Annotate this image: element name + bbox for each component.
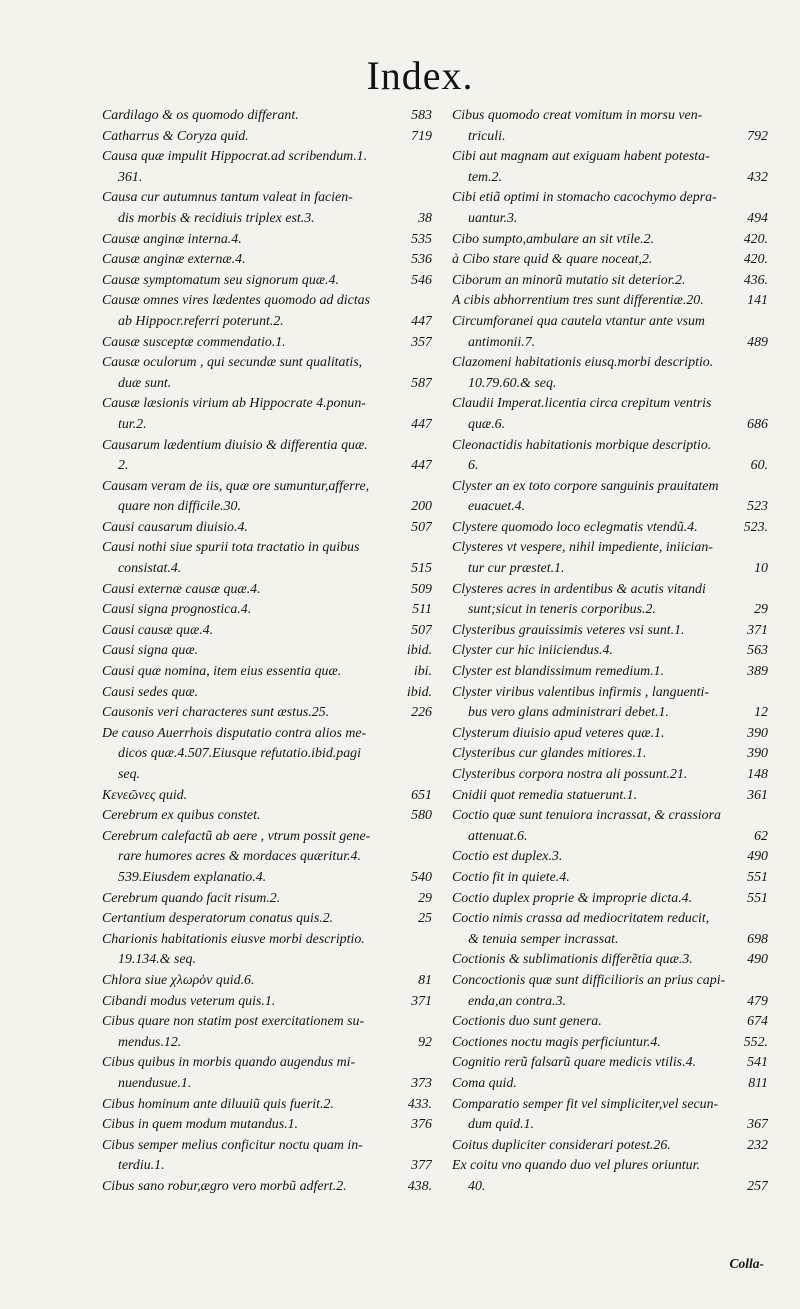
index-entry [452,415,768,436]
page-reference: 509 [411,581,432,597]
entry-text: rare humores acres & mordaces quæritur.4. [118,849,361,865]
index-entry [102,1012,432,1033]
entry-text: 2. [118,458,129,474]
index-entry [102,1053,432,1074]
entry-text: Clysteribus corpora nostra ali possunt.21. [452,767,688,782]
entry-text: 361. [118,169,143,185]
entry-text: Cerebrum quando facit risum.2. [102,890,281,906]
index-entry [452,930,768,951]
entry-text: Charionis habitationis eiusve morbi descriptio. [102,931,365,947]
entry-text: Comparatio semper fit vel simpliciter,vel secun- [452,1096,719,1112]
page-reference: 507 [411,622,432,638]
entry-text: Κενεῶνες quid. [102,787,188,803]
index-entry [452,1156,768,1177]
entry-text: Clystere quomodo loco eclegmatis vtendũ.4. [452,519,698,535]
page-reference: 686 [747,416,768,432]
entry-text: Cibus quomodo creat vomitum in morsu ven- [452,108,703,123]
entry-text: & tenuia semper incrassat. [468,931,619,947]
entry-text: 539.Eiusdem explanatio.4. [118,869,267,885]
index-entry [452,971,768,992]
entry-text: Coctio nimis crassa ad mediocritatem reducit, [452,911,710,927]
entry-text: triculi. [468,128,506,144]
index-entry [452,538,768,559]
entry-text: Clysteribus cur glandes mitiores.1. [452,746,647,762]
entry-text: Coctio fit in quiete.4. [452,869,570,885]
entry-text: Clyster an ex toto corpore sanguinis prauitatem [452,478,719,494]
index-entry [452,291,768,312]
index-entry [102,641,432,662]
entry-text: Causi quæ nomina, item eius essentia quæ. [102,664,342,680]
page-reference: 479 [747,993,768,1009]
index-entry [452,127,768,148]
entry-text: Concoctionis quæ sunt difficilioris an prius capi- [452,972,726,988]
entry-text: Cibo sumpto,ambulare an sit vtile.2. [452,231,655,247]
index-entry [452,641,768,662]
index-entry [452,950,768,971]
entry-text: euacuet.4. [468,499,526,515]
index-entry [102,683,432,704]
page-reference: 490 [747,849,768,865]
entry-text: Causi causarum diuisio.4. [102,519,248,535]
entry-text: Causæ omnes vires lædentes quomodo ad dictas [102,293,371,309]
index-entry [102,703,432,724]
index-entry [102,271,432,292]
page-reference: 29 [418,890,432,906]
page-reference: 10 [754,561,768,577]
entry-text: Circumforanei qua cautela vtantur ante vsum [452,313,705,329]
entry-text: Clysteres acres in ardentibus & acutis vitandi [452,581,706,597]
index-entry [452,580,768,601]
index-entry [102,374,432,395]
entry-text: Cibus in quem modum mutandus.1. [102,1117,299,1133]
index-entry [452,312,768,333]
page-reference: 257 [747,1178,768,1194]
entry-text: Coctionis duo sunt genera. [452,1014,602,1030]
index-entry [102,518,432,539]
entry-text: A cibis abhorrentium tres sunt differentiæ.20. [452,293,704,309]
page-reference: 507 [411,519,432,535]
index-entry [452,724,768,745]
index-entry [452,662,768,683]
index-entry [452,868,768,889]
index-entry [452,703,768,724]
page-reference: 698 [747,931,768,947]
entry-text: Catharrus & Coryza quid. [102,128,249,144]
page-reference: 490 [747,952,768,968]
index-entry [102,188,432,209]
index-entry [452,436,768,457]
page-reference: 29 [754,602,768,618]
index-entry [102,868,432,889]
index-entry [102,1033,432,1054]
page-reference: 447 [411,458,432,474]
index-entry [102,806,432,827]
entry-text: Causi nothi siue spurii tota tractatio in quibus [102,540,360,556]
entry-text: Cibandi modus veterum quis.1. [102,993,276,1009]
index-entry [452,683,768,704]
page-reference: 489 [747,334,768,350]
entry-text: Causæ oculorum , qui secundæ sunt qualitatis, [102,355,363,371]
index-entry [102,889,432,910]
entry-text: Causonis veri characteres sunt æstus.25. [102,705,330,721]
entry-text: dicos quæ.4.507.Eiusque refutatio.ibid.pagi [118,746,361,762]
index-entry [102,497,432,518]
entry-text: Coctionis & sublimationis differẽtia quæ.3. [452,952,693,968]
index-entry [452,1136,768,1157]
index-entry [102,621,432,642]
index-entry [452,353,768,374]
page-reference: 371 [747,622,768,638]
page-reference: 792 [747,128,768,144]
index-entry [452,230,768,251]
entry-text: Causa cur autumnus tantum valeat in facien- [102,190,353,206]
index-entry [102,1074,432,1095]
index-entry [102,353,432,374]
index-entry [102,250,432,271]
index-entry [452,250,768,271]
index-entry [102,456,432,477]
index-entry [102,827,432,848]
index-entry [102,1136,432,1157]
entry-text: Cibus hominum ante diluuiũ quis fuerit.2. [102,1096,334,1112]
entry-text: Cibi aut magnam aut exiguam habent potesta- [452,149,710,165]
index-entry [452,559,768,580]
entry-text: Cardilago & os quomodo differant. [102,108,299,123]
entry-text: duæ sunt. [118,375,172,391]
index-entry [452,744,768,765]
index-entry [452,333,768,354]
page-reference: 361 [747,787,768,803]
page-reference: 546 [411,272,432,288]
index-entry [452,765,768,786]
page-reference: 515 [411,561,432,577]
page-reference: 376 [411,1117,432,1133]
entry-text: seq. [118,767,140,782]
index-entry [452,1074,768,1095]
entry-text: dum quid.1. [468,1117,534,1133]
page-reference: 536 [411,252,432,268]
entry-text: enda,an contra.3. [468,993,566,1009]
index-entry [452,271,768,292]
page-reference: 148 [747,767,768,782]
index-entry [452,497,768,518]
index-entry [102,209,432,230]
entry-text: bus vero glans administrari debet.1. [468,705,669,721]
entry-text: Clyster est blandissimum remedium.1. [452,664,665,680]
entry-text: Cleonactidis habitationis morbique descriptio. [452,437,712,453]
right-column [452,106,768,1197]
index-entry [452,992,768,1013]
index-entry [102,291,432,312]
page-reference: 389 [747,664,768,680]
entry-text: uantur.3. [468,210,518,226]
entry-text: Cibi etiã optimi in stomacho cacochymo depra- [452,190,717,206]
index-entry [102,1156,432,1177]
entry-text: Cibus sano robur,ægro vero morbũ adfert.2. [102,1178,347,1194]
page-reference: 373 [411,1075,432,1091]
page-reference: 811 [748,1075,768,1091]
index-entry [452,147,768,168]
index-entry [452,106,768,127]
index-entry [452,1115,768,1136]
entry-text: quare non difficile.30. [118,499,241,515]
page-reference: 38 [418,210,432,226]
entry-text: à Cibo stare quid & quare noceat,2. [452,252,653,268]
entry-text: Clysterum diuisio apud veteres quæ.1. [452,725,665,741]
index-entry [452,806,768,827]
entry-text: Cnidii quot remedia statuerunt.1. [452,787,638,803]
entry-text: consistat.4. [118,561,182,577]
entry-text: Causi externæ causæ quæ.4. [102,581,261,597]
entry-text: Coctio quæ sunt tenuiora incrassat, & crassiora [452,808,721,824]
index-entry [452,621,768,642]
page-reference: 552. [743,1034,768,1050]
index-entry [102,1115,432,1136]
left-column [102,106,432,1197]
entry-text: dis morbis & recidiuis triplex est.3. [118,210,315,226]
page-reference: 674 [747,1014,768,1030]
index-entry [452,1012,768,1033]
index-entry [102,559,432,580]
index-entry [102,724,432,745]
page-reference: 81 [418,972,432,988]
entry-text: Cibus quibus in morbis quando augendus mi- [102,1055,356,1071]
page-reference: 438. [407,1178,432,1194]
index-entry [452,1095,768,1116]
index-entry [452,827,768,848]
page-reference: 141 [747,293,768,309]
page-reference: 587 [411,375,432,391]
entry-text: Causæ anginæ externæ.4. [102,252,246,268]
entry-text: Cognitio rerũ falsarũ quare medicis vtilis.4. [452,1055,696,1071]
entry-text: Ex coitu vno quando duo vel plures oriuntur. [452,1158,700,1174]
entry-text: Cerebrum ex quibus constet. [102,808,261,824]
index-entry [102,580,432,601]
page-reference: 580 [411,808,432,824]
index-entry [102,744,432,765]
page-reference: 62 [754,828,768,844]
index-entry [102,436,432,457]
index-entry [102,600,432,621]
page-reference: 432 [747,169,768,185]
page-reference: ibid. [406,643,432,659]
entry-text: Coitus dupliciter considerari potest.26. [452,1137,671,1153]
page-reference: 25 [418,911,432,927]
page-reference: 377 [411,1158,432,1174]
page-reference: 523 [747,499,768,515]
page-title: Index. [366,53,474,98]
index-entry [102,992,432,1013]
entry-text: Coma quid. [452,1075,517,1091]
index-entry [102,1095,432,1116]
entry-text: quæ.6. [468,416,506,432]
index-entry [102,786,432,807]
index-entry [102,477,432,498]
index-entry [102,394,432,415]
index-entry [452,847,768,868]
entry-text: ab Hippocr.referri poterunt.2. [118,313,284,329]
entry-text: Coctio duplex proprie & improprie dicta.4. [452,890,693,906]
page-reference: 390 [747,725,768,741]
page-reference: 511 [412,602,432,618]
page-reference: 390 [747,746,768,762]
index-entry [452,456,768,477]
entry-text: Causam veram de iis, quæ ore sumuntur,afferre, [102,478,370,494]
entry-text: Clysteribus grauissimis veteres vsi sunt.1. [452,622,685,638]
index-entry [452,374,768,395]
index-entry [452,909,768,930]
entry-text: Cerebrum calefactũ ab aere , vtrum possit gene- [102,828,371,844]
index-entry [102,312,432,333]
index-entry [102,950,432,971]
index-entry [452,394,768,415]
index-entry [452,1033,768,1054]
entry-text: Cibus quare non statim post exercitationem su- [102,1014,365,1030]
entry-text: nuendusue.1. [118,1075,192,1091]
entry-text: Causi sedes quæ. [102,684,199,700]
entry-text: Causi signa prognostica.4. [102,602,252,618]
entry-text: mendus.12. [118,1034,182,1050]
page-reference: 523. [743,519,768,535]
entry-text: Coctio est duplex.3. [452,849,563,865]
page-reference: 447 [411,313,432,329]
entry-text: Causæ symptomatum seu signorum quæ.4. [102,272,339,288]
page-reference: 583 [411,108,432,123]
page-reference: 12 [754,705,768,721]
index-entry [102,333,432,354]
entry-text: 19.134.& seq. [118,952,196,968]
page-reference: 540 [411,869,432,885]
page-reference: 551 [747,890,768,906]
index-entry [102,127,432,148]
index-entry [102,662,432,683]
entry-text: Causa quæ impulit Hippocrat.ad scribendum.1. [102,149,368,165]
index-entry [452,209,768,230]
page-reference: 541 [747,1055,768,1071]
page-reference: 226 [411,705,432,721]
entry-text: tem.2. [468,169,502,185]
entry-text: Coctiones noctu magis perficiuntur.4. [452,1034,661,1050]
entry-text: Causæ læsionis virium ab Hippocrate 4.ponun- [102,396,366,412]
entry-text: 6. [468,458,479,474]
index-entry [452,1177,768,1198]
index-entry [452,1053,768,1074]
index-entry [102,106,432,127]
entry-text: Causæ susceptæ commendatio.1. [102,334,286,350]
index-entry [102,971,432,992]
index-entry [102,930,432,951]
page-reference: 436. [743,272,768,288]
entry-text: De causo Auerrhois disputatio contra alios me- [102,725,367,741]
page-reference: 60. [750,458,768,474]
entry-text: Clysteres vt vespere, nihil impediente, iniician- [452,540,713,556]
entry-text: attenuat.6. [468,828,528,844]
page-reference: ibid. [406,684,432,700]
entry-text: Certantium desperatorum conatus quis.2. [102,911,334,927]
page-reference: 563 [747,643,768,659]
index-entry [102,765,432,786]
page-reference: 535 [411,231,432,247]
index-entry [102,1177,432,1198]
entry-text: Causi signa quæ. [102,643,199,659]
index-entry [102,415,432,436]
entry-text: Causi causæ quæ.4. [102,622,214,638]
entry-text: Claudii Imperat.licentia circa crepitum ventris [452,396,712,412]
page-reference: 200 [411,499,432,515]
page-reference: 651 [411,787,432,803]
entry-text: Clazomeni habitationis eiusq.morbi descriptio. [452,355,714,371]
index-entry [452,477,768,498]
index-entry [452,600,768,621]
index-entry [102,847,432,868]
page-reference: 420. [743,252,768,268]
index-entry [452,518,768,539]
entry-text: sunt;sicut in teneris corporibus.2. [468,602,656,618]
page-reference: 447 [411,416,432,432]
entry-text: 40. [468,1178,486,1194]
entry-text: Causarum lædentium diuisio & differentia quæ. [102,437,368,453]
index-entry [452,889,768,910]
page-reference: 357 [411,334,432,350]
catchword: Colla- [729,1256,764,1271]
entry-text: Chlora siue χλωρὸν quid.6. [102,972,255,988]
index-entry [102,168,432,189]
page-reference: 232 [747,1137,768,1153]
index-entry [452,168,768,189]
entry-text: Clyster viribus valentibus infirmis , languenti- [452,684,709,700]
entry-text: 10.79.60.& seq. [468,375,557,391]
index-entry [452,188,768,209]
page-reference: 433. [407,1096,432,1112]
index-entry [102,538,432,559]
index-entry [102,147,432,168]
index-entry [452,786,768,807]
entry-text: tur.2. [118,416,147,432]
page-reference: 719 [411,128,432,144]
entry-text: Causæ anginæ interna.4. [102,231,242,247]
index-entry [102,230,432,251]
page-reference: 551 [747,869,768,885]
entry-text: Cibus semper melius conficitur noctu quam in- [102,1137,363,1153]
index-entry [102,909,432,930]
page-reference: 367 [747,1117,768,1133]
page-reference: 371 [411,993,432,1009]
entry-text: tur cur præstet.1. [468,561,565,577]
page-reference: 494 [747,210,768,226]
entry-text: Clyster cur hic iniiciendus.4. [452,643,613,659]
page-reference: 420. [743,231,768,247]
entry-text: terdiu.1. [118,1158,165,1174]
entry-text: antimonii.7. [468,334,536,350]
entry-text: Ciborum an minorũ mutatio sit deterior.2. [452,272,686,288]
page-reference: ibi. [413,664,432,680]
page-reference: 92 [418,1034,432,1050]
